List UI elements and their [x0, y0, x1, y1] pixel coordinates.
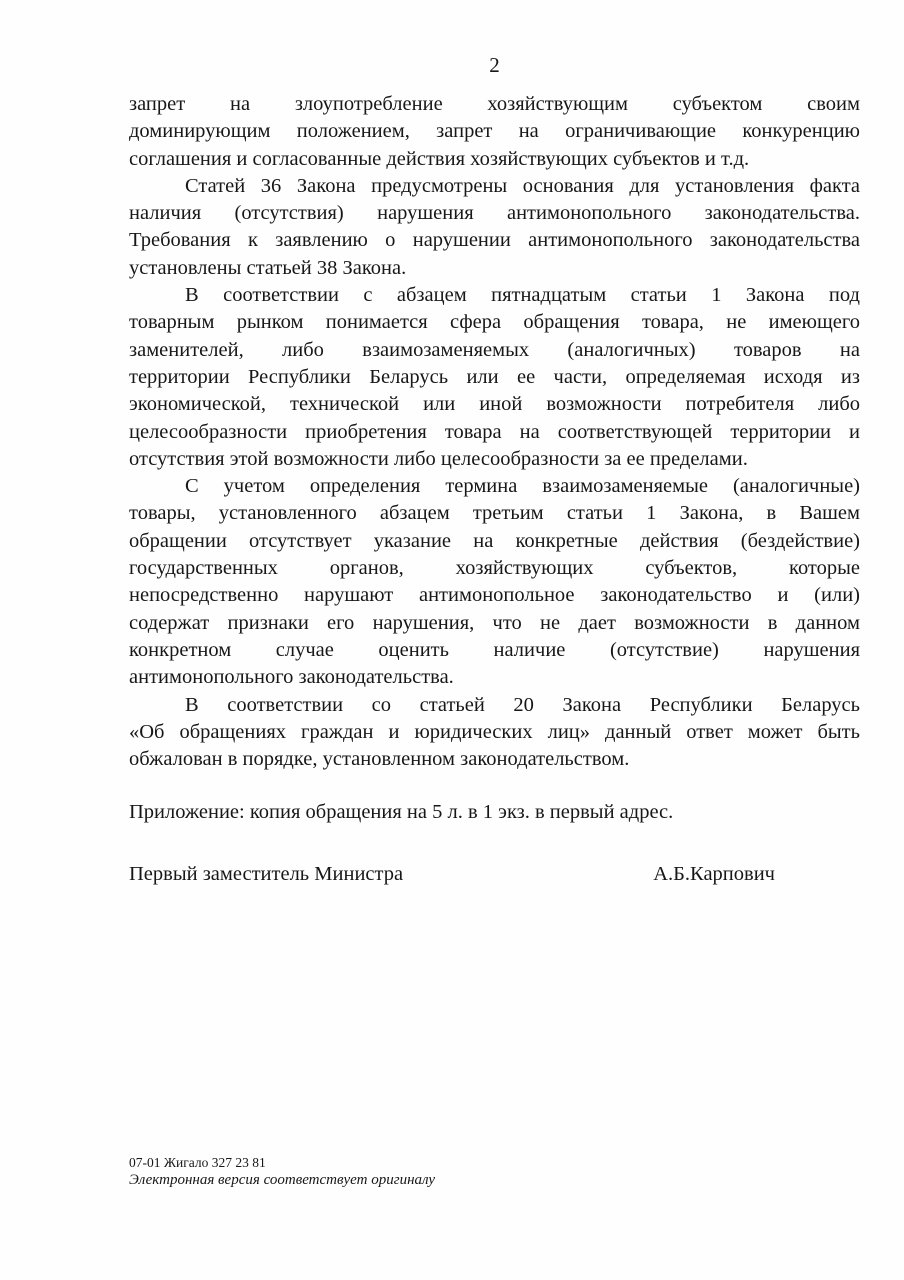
- paragraph: [129, 692, 860, 774]
- text-line: Требования к заявлению о нарушении антимонопольного законодательства: [129, 229, 860, 252]
- text-line: обращении отсутствует указание на конкретные действия (бездействие): [129, 529, 860, 552]
- signature-title: Первый заместитель Министра: [129, 862, 404, 885]
- text-column: [129, 52, 860, 888]
- text-line: экономической, технической или иной возможности потребителя либо: [129, 393, 860, 416]
- text-line: непосредственно нарушают антимонопольное законодательство и (или): [129, 584, 860, 607]
- text-line: В соответствии со статьей 20 Закона Республики Беларусь: [185, 693, 860, 716]
- text-line: целесообразности приобретения товара на соответствующей территории и: [129, 420, 860, 443]
- text-line: содержат признаки его нарушения, что не дает возможности в данном: [129, 611, 860, 634]
- text-line: Статей 36 Закона предусмотрены основания для установления факта: [185, 174, 860, 197]
- text-line: В соответствии с абзацем пятнадцатым статьи 1 Закона под: [185, 284, 860, 307]
- text-line: конкретном случае оценить наличие (отсутствие) нарушения: [129, 638, 860, 661]
- signature-name: А.Б.Карпович: [653, 862, 775, 885]
- footer-reference: 07-01 Жигало 327 23 81: [129, 1155, 266, 1170]
- text-line: заменителей, либо взаимозаменяемых (аналогичных) товаров на: [129, 338, 860, 361]
- paragraph: [129, 91, 860, 173]
- signature-row: [129, 861, 860, 888]
- footer: [129, 1155, 860, 1190]
- text-line: отсутствия этой возможности либо целесообразности за ее пределами.: [129, 447, 748, 470]
- paragraph: [129, 173, 860, 282]
- text-line: установлены статьей 38 Закона.: [129, 256, 407, 279]
- text-line: товарным рынком понимается сфера обращения товара, не имеющего: [129, 311, 860, 334]
- text-line: государственных органов, хозяйствующих субъектов, которые: [129, 557, 860, 580]
- text-line: территории Республики Беларусь или ее части, определяемая исходя из: [129, 365, 860, 388]
- text-line: запрет на злоупотребление хозяйствующим субъектом своим: [129, 93, 860, 115]
- footer-authenticity-note: Электронная версия соответствует оригиналу: [129, 1172, 436, 1188]
- text-line: наличия (отсутствия) нарушения антимонопольного законодательства.: [129, 202, 860, 225]
- text-line: товары, установленного абзацем третьим статьи 1 Закона, в Вашем: [129, 502, 860, 525]
- text-line: С учетом определения термина взаимозаменяемые (аналогичные): [185, 475, 860, 498]
- text-line: антимонопольного законодательства.: [129, 666, 454, 689]
- document-body: [129, 91, 860, 773]
- page-number: 2: [489, 53, 500, 77]
- paragraph: [129, 473, 860, 691]
- paragraph: [129, 282, 860, 473]
- text-line: доминирующим положением, запрет на ограничивающие конкуренцию: [129, 120, 860, 143]
- attachment-line: Приложение: копия обращения на 5 л. в 1 экз. в первый адрес.: [129, 801, 674, 824]
- text-line: «Об обращениях граждан и юридических лиц» данный ответ может быть: [129, 720, 860, 743]
- text-line: соглашения и согласованные действия хозяйствующих субъектов и т.д.: [129, 147, 750, 170]
- text-line: обжалован в порядке, установленном законодательством.: [129, 748, 630, 771]
